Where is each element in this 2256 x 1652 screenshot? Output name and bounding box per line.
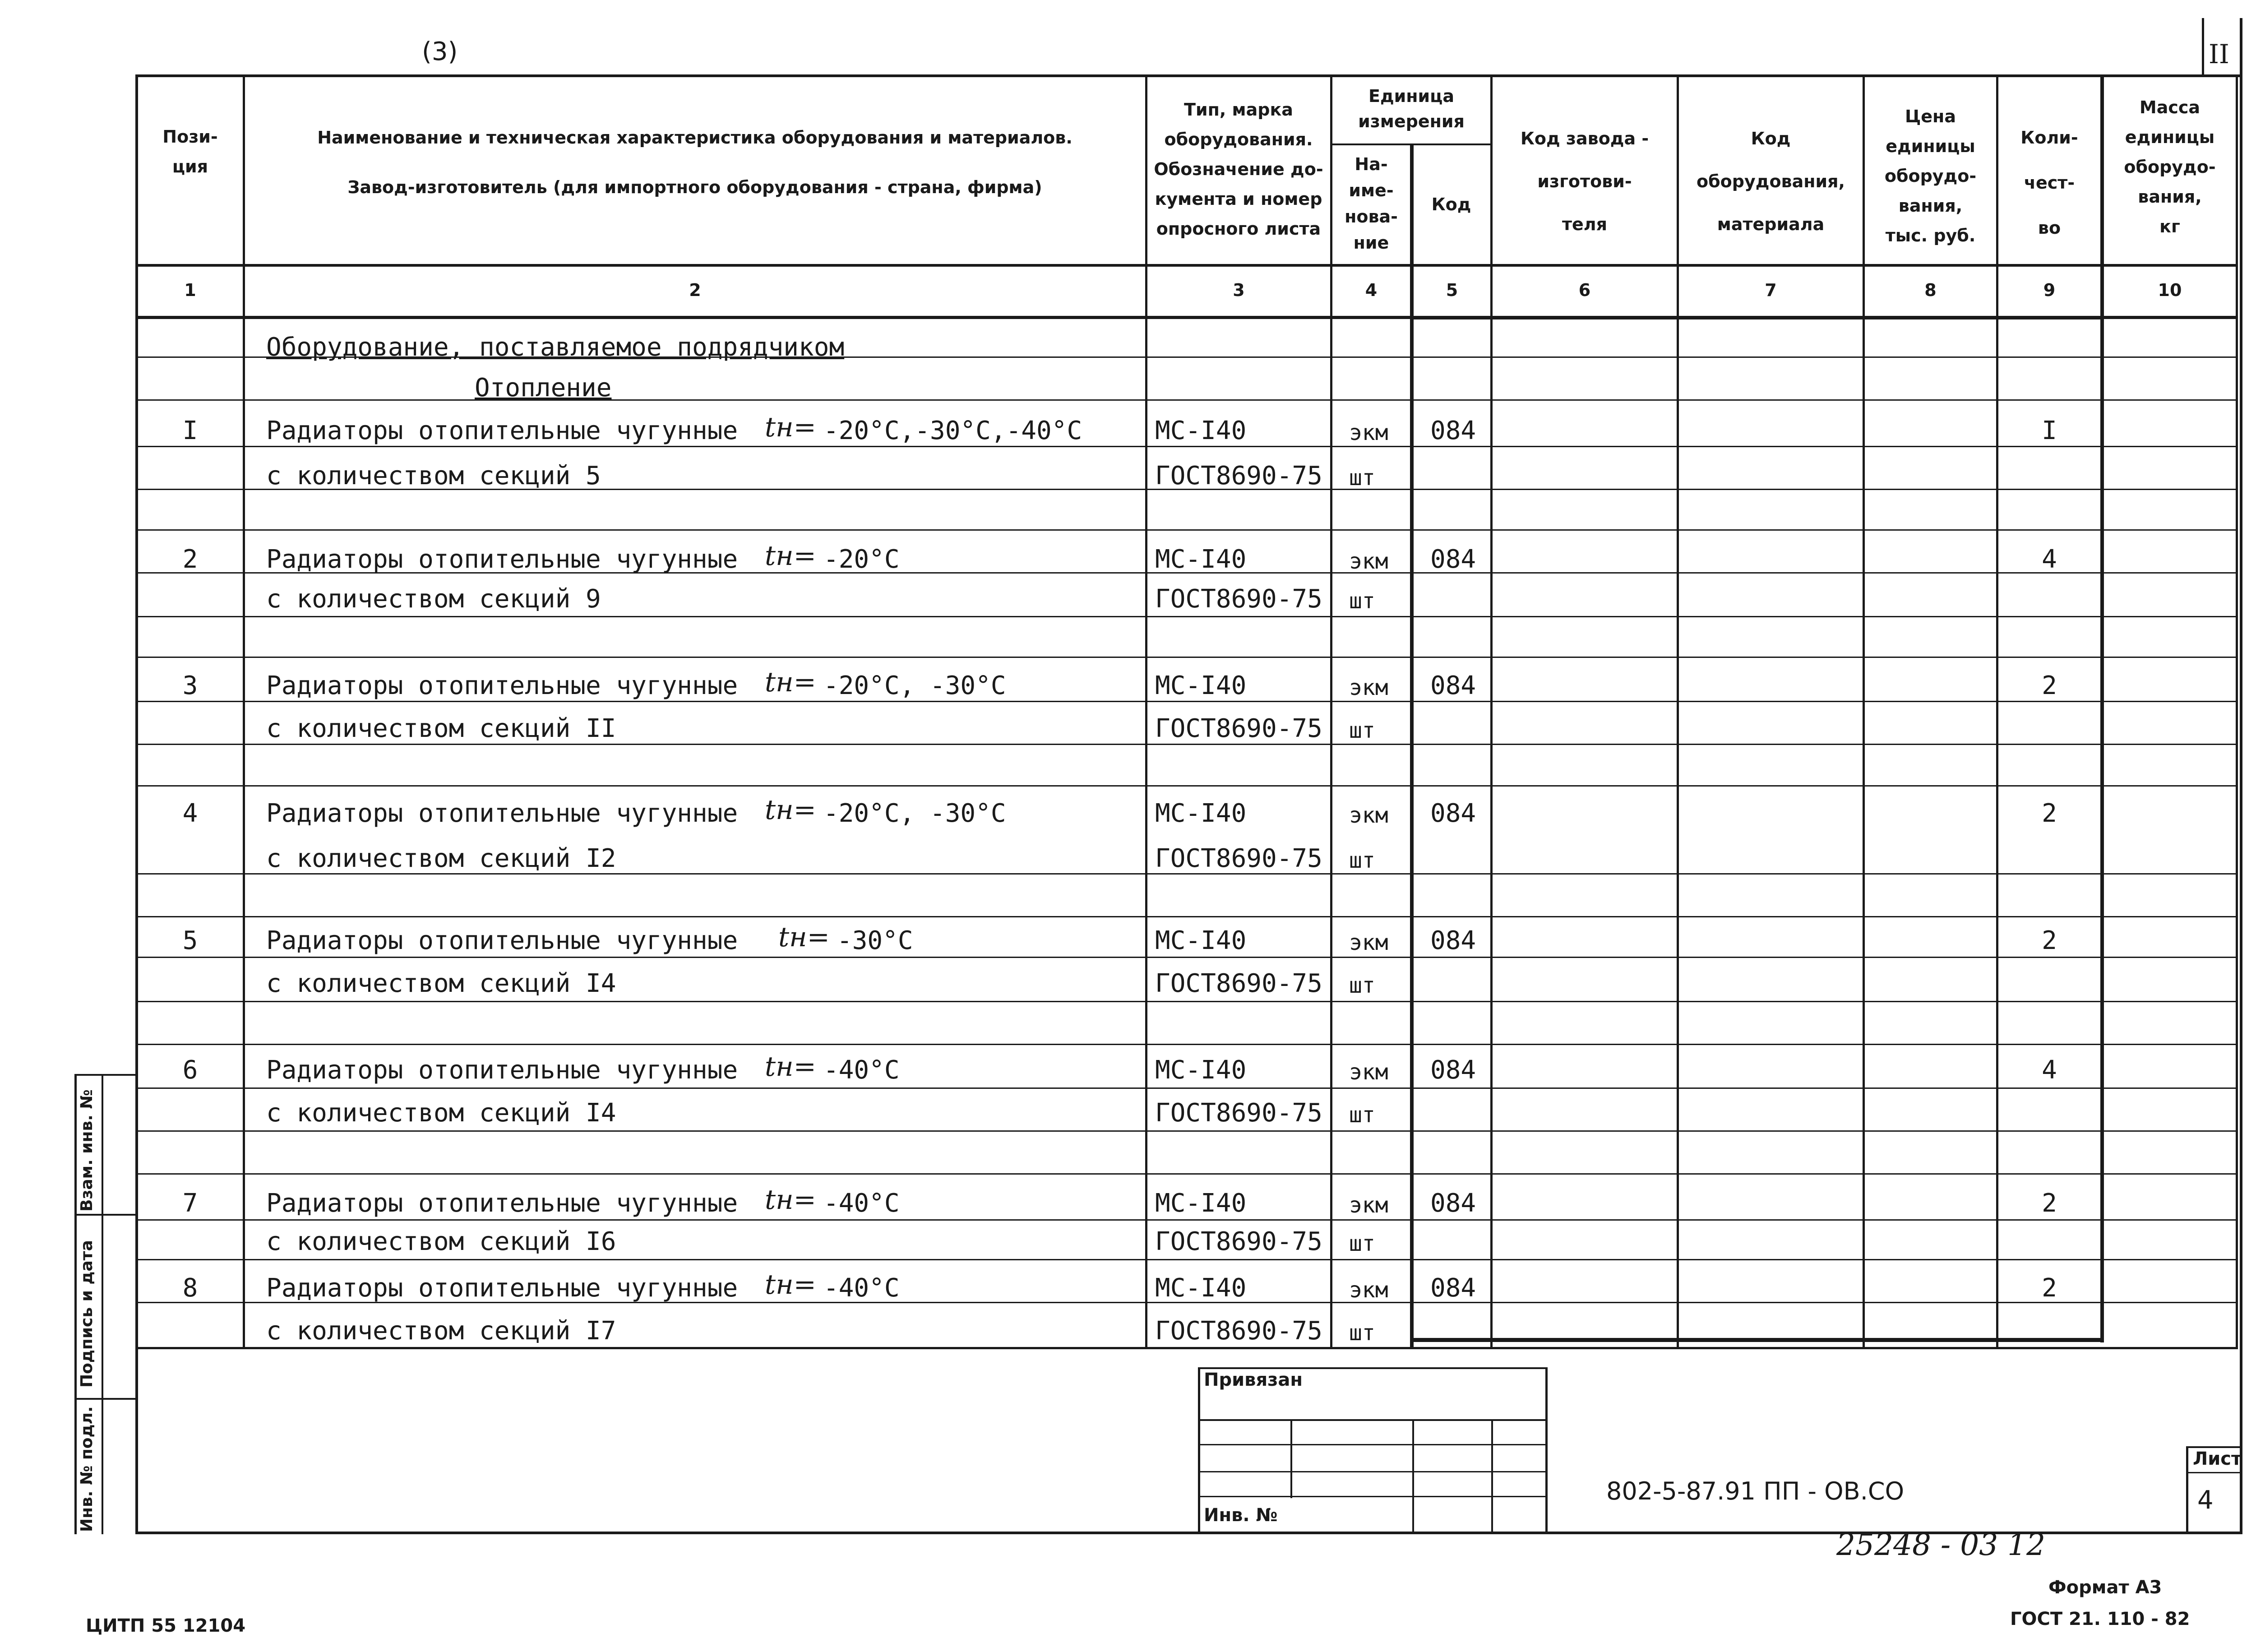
row-line	[135, 529, 2238, 531]
tb-line	[1290, 1419, 1292, 1498]
row-position: 6	[182, 1055, 198, 1085]
tb-list-value: 4	[2197, 1485, 2214, 1515]
row-quantity: 2	[2042, 1189, 2057, 1218]
col-number: 9	[2043, 280, 2056, 300]
row-sections: с количеством секций 9	[266, 584, 601, 614]
row-name: Радиаторы отопительные чугунные	[266, 416, 738, 445]
row-type: МС-I40	[1155, 671, 1247, 700]
row-position: 2	[182, 545, 198, 574]
side-stamp-vzam: Взам. инв. №	[78, 1089, 96, 1212]
side-stamp-mid	[102, 1074, 103, 1534]
row-temps: -20°С, -30°С	[823, 671, 1006, 700]
col-number: 5	[1446, 280, 1458, 300]
row-line	[135, 616, 2238, 617]
row-line	[135, 785, 2238, 787]
row-position: 7	[182, 1189, 198, 1218]
col-header-price: Цена единицы оборудо- вания, тыс. руб.	[1884, 106, 1977, 245]
row-sections: с количеством секций I4	[266, 1098, 616, 1128]
row-type: МС-I40	[1155, 416, 1247, 445]
row-temp-label: tн=	[765, 1184, 816, 1216]
side-stamp-podpis: Подпись и дата	[78, 1240, 96, 1388]
thick-box-top	[1410, 317, 2104, 319]
corner-sheet-number: II	[2209, 39, 2229, 69]
row-doc: ГОСТ8690-75	[1155, 969, 1322, 998]
side-stamp-line	[74, 1074, 138, 1076]
tb-doc-code: 802-5-87.91 ПП - ОВ.СО	[1606, 1477, 1905, 1505]
row-line	[135, 1173, 2238, 1175]
side-stamp-left	[74, 1074, 77, 1534]
row-name: Радиаторы отопительные чугунные	[266, 799, 738, 828]
row-line	[135, 957, 2238, 958]
row-sections: с количеством секций I7	[266, 1316, 616, 1346]
row-type: МС-I40	[1155, 545, 1247, 574]
row-unit2: шт	[1349, 718, 1375, 743]
header-bottom	[135, 264, 2238, 267]
side-stamp-inv: Инв. № подл.	[78, 1406, 96, 1532]
row-position: I	[182, 416, 198, 445]
tb-line	[2186, 1446, 2188, 1534]
row-name: Радиаторы отопительные чугунные	[266, 926, 738, 955]
row-line	[135, 399, 2238, 401]
row-temp-label: tн=	[765, 540, 816, 572]
row-temps: -40°С	[823, 1189, 900, 1218]
col-header-name: Наименование и техническая характеристика оборудования и материалов. Завод-изготовитель (для импортного оборудования - страна, фирма)	[317, 128, 1073, 197]
row-unit2: шт	[1349, 465, 1375, 491]
row-unit: экм	[1349, 1060, 1388, 1085]
tb-line	[1412, 1419, 1414, 1534]
col-header-equipment-code: Код оборудования, материала	[1697, 129, 1845, 234]
tb-line	[1198, 1444, 1548, 1445]
row-type: МС-I40	[1155, 1055, 1247, 1085]
tb-line	[2186, 1472, 2240, 1473]
row-doc: ГОСТ8690-75	[1155, 844, 1322, 873]
tb-inv-no: Инв. №	[1204, 1505, 1278, 1526]
row-quantity: 2	[2042, 799, 2057, 828]
tb-format: Формат А3	[2048, 1577, 2162, 1598]
row-sections: с количеством секций I2	[266, 844, 616, 873]
row-doc: ГОСТ8690-75	[1155, 1316, 1322, 1346]
tb-line	[1198, 1496, 1548, 1497]
row-unit: экм	[1349, 930, 1388, 955]
col-header-type: Тип, марка оборудования. Обозначение до- кумента и номер опросного листа	[1154, 100, 1323, 239]
tb-gost: ГОСТ 21. 110 - 82	[2010, 1609, 2190, 1629]
tb-line	[1545, 1367, 1548, 1534]
row-line	[135, 1001, 2238, 1002]
row-unit-code: 084	[1430, 671, 1476, 700]
row-temp-label: tн=	[765, 1269, 816, 1300]
row-line	[135, 1087, 2238, 1089]
row-name: Радиаторы отопительные чугунные	[266, 1055, 738, 1085]
row-unit: экм	[1349, 420, 1388, 445]
row-name: Радиаторы отопительные чугунные	[266, 1189, 738, 1218]
row-temp-label: tн=	[765, 1051, 816, 1083]
col-number: 3	[1233, 280, 1245, 300]
col-number: 1	[184, 280, 196, 300]
row-name: Радиаторы отопительные чугунные	[266, 671, 738, 700]
tb-tsitp: ЦИТП 55 12104	[86, 1615, 246, 1636]
row-temp-label: tн=	[765, 794, 816, 826]
tb-handwritten-number: 25248 - 03 12	[1836, 1527, 2046, 1562]
row-temps: -30°С	[837, 926, 913, 955]
corner-box-left	[2202, 18, 2204, 77]
row-temp-label: tн=	[765, 412, 816, 443]
row-sections: с количеством секций I6	[266, 1227, 616, 1256]
row-line	[135, 1219, 2238, 1221]
tb-line	[1198, 1419, 1548, 1421]
row-quantity: 4	[2042, 1055, 2057, 1085]
row-doc: ГОСТ8690-75	[1155, 1227, 1322, 1256]
section-title: Оборудование, поставляемое подрядчиком	[266, 333, 845, 362]
row-unit: экм	[1349, 675, 1388, 700]
row-temps: -20°С, -30°С	[823, 799, 1006, 828]
row-quantity: 2	[2042, 671, 2057, 700]
tb-line	[1198, 1471, 1548, 1472]
row-unit: экм	[1349, 549, 1388, 574]
frame-top	[135, 74, 2242, 77]
col-header-position: Пози- ция	[162, 127, 218, 176]
row-quantity: I	[2042, 416, 2057, 445]
row-position: 4	[182, 799, 198, 828]
row-quantity: 2	[2042, 926, 2057, 955]
unit-group-line	[1330, 143, 1492, 145]
row-sections: с количеством секций 5	[266, 461, 601, 491]
thick-box-bottom	[1410, 1338, 2104, 1342]
row-position: 3	[182, 671, 198, 700]
row-sections: с количеством секций II	[266, 714, 616, 743]
col-number: 7	[1765, 280, 1777, 300]
row-line	[135, 1259, 2238, 1260]
row-temps: -40°С	[823, 1055, 900, 1085]
row-unit: экм	[1349, 803, 1388, 828]
subsection-title: Отопление	[475, 373, 612, 403]
tb-list-label: Лист	[2193, 1448, 2242, 1469]
row-line	[135, 1044, 2238, 1045]
row-temps: -20°С,-30°С,-40°С	[823, 416, 1082, 445]
row-line	[135, 1347, 2238, 1349]
row-unit: экм	[1349, 1277, 1388, 1303]
row-unit-code: 084	[1430, 545, 1476, 574]
row-temps: -20°С	[823, 545, 900, 574]
col-number: 2	[689, 280, 701, 300]
col-header-quantity: Коли- чест- во	[2020, 128, 2078, 238]
row-name: Радиаторы отопительные чугунные	[266, 1273, 738, 1303]
row-position: 8	[182, 1273, 198, 1303]
row-line	[135, 657, 2238, 658]
row-name: Радиаторы отопительные чугунные	[266, 545, 738, 574]
col-header-unit-group: Единица измерения	[1358, 86, 1465, 131]
row-unit2: шт	[1349, 1231, 1375, 1256]
row-quantity: 4	[2042, 545, 2057, 574]
section-tag: (3)	[422, 37, 458, 66]
row-doc: ГОСТ8690-75	[1155, 1098, 1322, 1128]
row-doc: ГОСТ8690-75	[1155, 461, 1322, 491]
row-unit2: шт	[1349, 1320, 1375, 1346]
col-number: 8	[1924, 280, 1937, 300]
frame-right	[2240, 18, 2242, 1534]
row-type: МС-I40	[1155, 926, 1247, 955]
row-temp-label: tн=	[765, 666, 816, 698]
row-temp-label: tн=	[778, 921, 830, 953]
row-temps: -40°С	[823, 1273, 900, 1303]
col-line	[1410, 144, 1414, 1349]
row-type: МС-I40	[1155, 799, 1247, 828]
row-sections: с количеством секций I4	[266, 969, 616, 998]
col-number: 6	[1578, 280, 1591, 300]
row-unit-code: 084	[1430, 799, 1476, 828]
row-unit2: шт	[1349, 848, 1375, 873]
tb-privyazan: Привязан	[1204, 1370, 1303, 1390]
row-position: 5	[182, 926, 198, 955]
row-unit2: шт	[1349, 1102, 1375, 1128]
col-header-unit-name: На- име- нова- ние	[1345, 154, 1398, 253]
col-number: 10	[2158, 280, 2182, 300]
col-header-unit-code: Код	[1431, 194, 1471, 214]
row-unit-code: 084	[1430, 1055, 1476, 1085]
row-doc: ГОСТ8690-75	[1155, 584, 1322, 614]
row-doc: ГОСТ8690-75	[1155, 714, 1322, 743]
row-line	[135, 1130, 2238, 1132]
row-quantity: 2	[2042, 1273, 2057, 1303]
row-unit-code: 084	[1430, 1273, 1476, 1303]
tb-line	[1491, 1419, 1493, 1534]
row-unit-code: 084	[1430, 926, 1476, 955]
row-unit-code: 084	[1430, 1189, 1476, 1218]
tb-line	[2186, 1446, 2240, 1448]
side-stamp-line	[74, 1398, 138, 1400]
row-unit-code: 084	[1430, 416, 1476, 445]
row-unit2: шт	[1349, 588, 1375, 614]
tb-line	[1198, 1367, 1200, 1534]
tb-line	[1198, 1367, 1548, 1369]
row-unit2: шт	[1349, 973, 1375, 998]
row-unit: экм	[1349, 1193, 1388, 1218]
row-type: МС-I40	[1155, 1189, 1247, 1218]
col-number: 4	[1365, 280, 1378, 300]
col-header-factory-code: Код завода - изготови- теля	[1520, 129, 1649, 234]
row-line	[135, 916, 2238, 917]
row-type: МС-I40	[1155, 1273, 1247, 1303]
col-header-mass: Масса единицы оборудо- вания, кг	[2124, 97, 2216, 236]
side-stamp-line	[74, 1214, 138, 1216]
